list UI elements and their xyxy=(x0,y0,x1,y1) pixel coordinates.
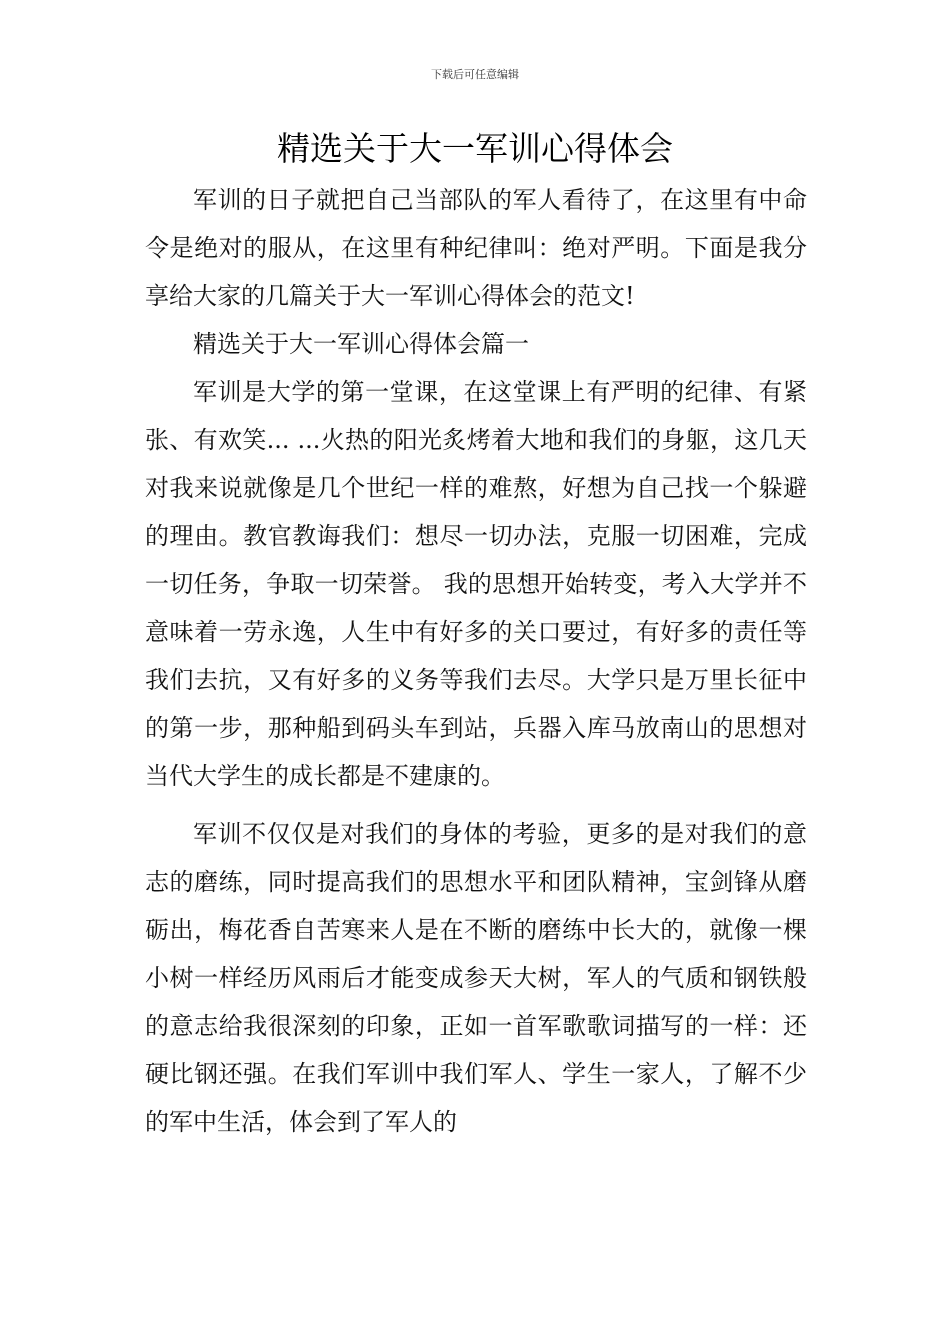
document-title: 精选关于大一军训心得体会 xyxy=(277,129,673,168)
header-note: 下载后可任意编辑 xyxy=(431,68,519,81)
body-paragraph-1: 军训是大学的第一堂课，在这堂课上有严明的纪律、有紧张、有欢笑... ...火热的阳光炙烤着大地和我们的身躯，这几天对我来说就像是几个世纪一样的难熬，好想为自己找一个躲避的理由。教官教诲我们：想尽一切办法，克服一切困难，完成一切任务，争取一切荣誉。 我的思想开始转变，考入大学并不意味着一劳永逸，人生中有好多的关口要过，有好多的责任等我们去抗，又有好多的义务等我们去尽。大学只是万里长征中的第一步，那种船到码头车到站，兵器入库马放南山的思想对当代大学生的成长都是不建康的。 xyxy=(145,378,807,790)
body-paragraph-2: 军训不仅仅是对我们的身体的考验，更多的是对我们的意志的磨练，同时提高我们的思想水平和团队精神，宝剑锋从磨砺出，梅花香自苦寒来人是在不断的磨练中长大的，就像一棵小树一样经历风雨后才能变成参天大树，军人的气质和钢铁般的意志给我很深刻的印象，正如一首军歌歌词描写的一样：还硬比钢还强。在我们军训中我们军人、学生一家人，了解不少的军中生活，体会到了军人的 xyxy=(145,820,807,1136)
section-heading: 精选关于大一军训心得体会篇一 xyxy=(193,330,529,358)
document-body xyxy=(145,176,807,1146)
intro-paragraph: 军训的日子就把自己当部队的军人看待了，在这里有中命令是绝对的服从，在这里有种纪律叫：绝对严明。下面是我分享给大家的几篇关于大一军训心得体会的范文! xyxy=(145,186,807,310)
